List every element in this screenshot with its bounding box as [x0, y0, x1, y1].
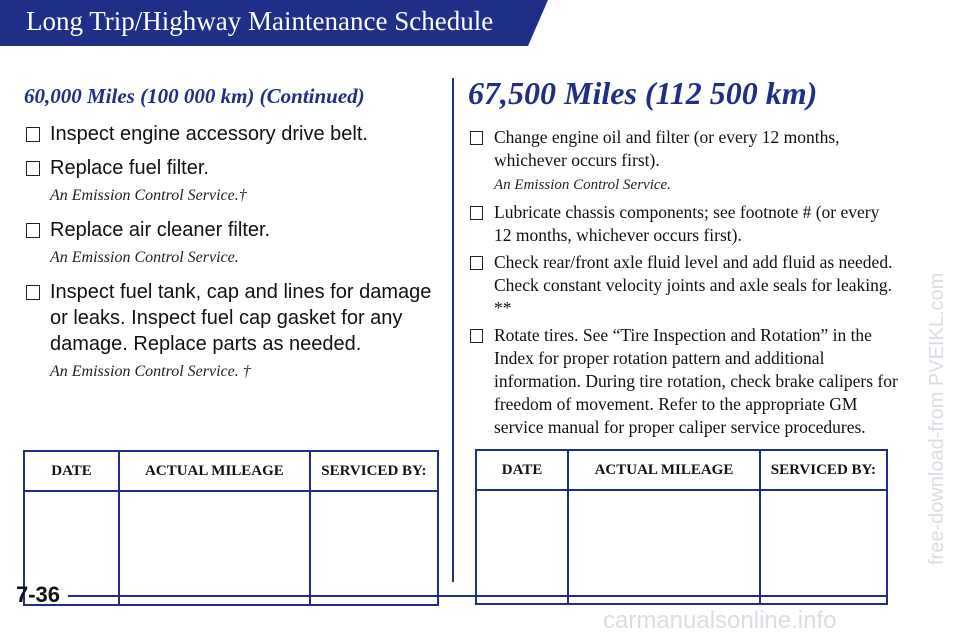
checkbox-icon[interactable]: [26, 285, 40, 300]
footer-rule: [68, 595, 886, 597]
item-text: Replace fuel filter.: [50, 157, 209, 179]
checklist-item: [468, 251, 898, 320]
item-text: Inspect fuel tank, cap and lines for damage or leaks. Inspect fuel cap gasket for any damage. Replace parts as needed.: [50, 281, 432, 355]
table-header-serviced-by: SERVICED BY:: [760, 450, 887, 490]
service-log-table-right: [475, 449, 888, 605]
left-section: [24, 84, 444, 393]
right-section: [468, 75, 898, 443]
item-note: An Emission Control Service.: [50, 249, 239, 266]
item-text: Lubricate chassis components; see footnote # (or every 12 months, whichever occurs first).: [494, 202, 880, 245]
column-divider: [452, 78, 454, 582]
item-note: An Emission Control Service.†: [50, 187, 247, 204]
mileage-cell[interactable]: [119, 491, 310, 605]
page-number: 7-36: [16, 582, 61, 607]
checkbox-icon[interactable]: [26, 223, 40, 238]
item-text: Check rear/front axle fluid level and add fluid as needed. Check constant velocity joints and axle seals for leaking. **: [494, 252, 893, 318]
header-bar: [0, 0, 528, 46]
table-header-mileage: ACTUAL MILEAGE: [119, 451, 310, 491]
item-text: Replace air cleaner filter.: [50, 219, 271, 241]
watermark-bottom: carmanualsonline.info: [603, 607, 837, 634]
checklist-item: [24, 217, 444, 271]
item-text: Inspect engine accessory drive belt.: [50, 123, 368, 145]
serviced-by-cell[interactable]: [760, 490, 887, 604]
checkbox-icon[interactable]: [470, 256, 483, 270]
table-header-date: DATE: [476, 450, 568, 490]
checkbox-icon[interactable]: [470, 206, 483, 220]
page-title: Long Trip/Highway Maintenance Schedule: [26, 6, 494, 36]
checklist-item: [24, 121, 444, 147]
checkbox-icon[interactable]: [470, 131, 483, 145]
mileage-cell[interactable]: [568, 490, 760, 604]
checkbox-icon[interactable]: [26, 161, 40, 176]
item-note: An Emission Control Service.: [494, 177, 671, 193]
item-text: Change engine oil and filter (or every 12 months, whichever occurs first).: [494, 127, 840, 170]
checklist-item: [24, 279, 444, 385]
serviced-by-cell[interactable]: [310, 491, 438, 605]
checkbox-icon[interactable]: [26, 127, 40, 142]
right-section-heading: 67,500 Miles (112 500 km): [468, 75, 818, 111]
date-cell[interactable]: [476, 490, 568, 604]
checkbox-icon[interactable]: [470, 329, 483, 343]
checklist-item: [468, 126, 898, 197]
checklist-item: [468, 324, 898, 439]
table-header-serviced-by: SERVICED BY:: [310, 451, 438, 491]
table-header-mileage: ACTUAL MILEAGE: [568, 450, 760, 490]
checklist-item: [24, 155, 444, 209]
item-note: An Emission Control Service. †: [50, 363, 251, 380]
left-section-heading: 60,000 Miles (100 000 km) (Continued): [24, 84, 365, 108]
checklist-item: [468, 201, 898, 247]
service-log-table-left: [23, 450, 439, 606]
table-header-date: DATE: [24, 451, 119, 491]
watermark-side: free-download-from PVEIKL.com: [926, 272, 948, 565]
item-text: Rotate tires. See “Tire Inspection and Rotation” in the Index for proper rotation pattern and additional information. During tire rotation, check brake calipers for freedom of movement. Refer to the appropriate GM service manual for proper caliper service procedures.: [494, 325, 898, 437]
